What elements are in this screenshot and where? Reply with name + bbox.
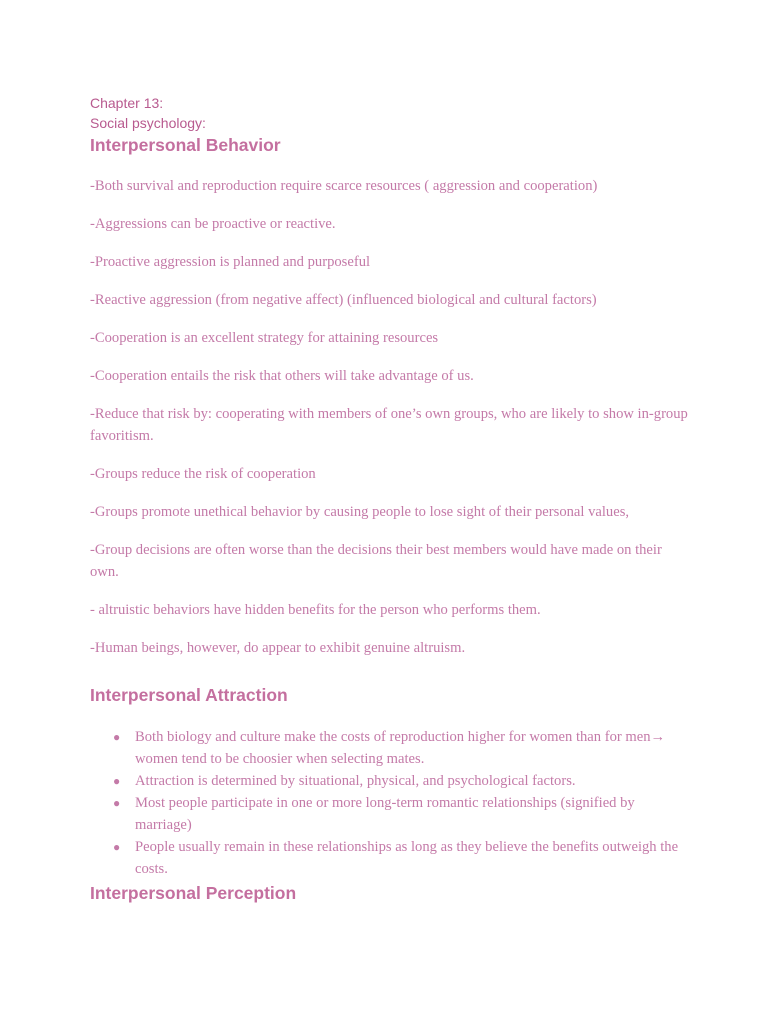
note-paragraph: -Aggressions can be proactive or reactive.: [90, 216, 336, 232]
note-paragraph: -Cooperation entails the risk that others will take advantage of us.: [90, 368, 474, 384]
bullet-icon: ●: [113, 730, 121, 744]
note-paragraph: -Reduce that risk by: cooperating with members of one’s own groups, who are likely to show in-group favoritism.: [90, 406, 688, 444]
note-paragraph: -Proactive aggression is planned and purposeful: [90, 254, 371, 270]
note-paragraph: -Groups reduce the risk of cooperation: [90, 466, 316, 482]
chapter-heading: Chapter 13:: [90, 95, 164, 111]
list-item-text: People usually remain in these relationships as long as they believe the benefits outweigh the costs.: [135, 839, 679, 877]
note-paragraph: -Human beings, however, do appear to exhibit genuine altruism.: [90, 640, 466, 656]
list-item: [90, 836, 690, 880]
list-item: [90, 792, 690, 836]
list-item: [90, 770, 690, 792]
section-title-interpersonal-attraction: Interpersonal Attraction: [90, 685, 288, 705]
section-title-interpersonal-behavior: Interpersonal Behavior: [90, 135, 281, 155]
list-item-text: Both biology and culture make the costs of reproduction higher for women than for men→ women tend to be choosier when selecting mates.: [135, 729, 666, 767]
bullet-icon: ●: [113, 840, 121, 854]
list-item-text: Attraction is determined by situational, physical, and psychological factors.: [135, 773, 576, 789]
note-paragraph: -Reactive aggression (from negative affect) (influenced biological and cultural factors): [90, 292, 597, 308]
list-item-text: Most people participate in one or more long-term romantic relationships (signified by marriage): [135, 795, 635, 833]
subject-heading: Social psychology:: [90, 115, 206, 131]
bullet-icon: ●: [113, 796, 121, 810]
interpersonal-behavior-notes: [90, 175, 690, 659]
note-paragraph: - altruistic behaviors have hidden benefits for the person who performs them.: [90, 602, 541, 618]
bullet-icon: ●: [113, 774, 121, 788]
interpersonal-attraction-list: [90, 726, 690, 880]
note-paragraph: -Groups promote unethical behavior by causing people to lose sight of their personal values,: [90, 504, 630, 520]
section-title-interpersonal-perception: Interpersonal Perception: [90, 883, 297, 903]
note-paragraph: -Group decisions are often worse than the decisions their best members would have made on their own.: [90, 542, 662, 580]
note-paragraph: -Both survival and reproduction require scarce resources ( aggression and cooperation): [90, 178, 598, 194]
list-item: [90, 726, 690, 770]
document-page: [90, 93, 690, 904]
note-paragraph: -Cooperation is an excellent strategy for attaining resources: [90, 330, 439, 346]
